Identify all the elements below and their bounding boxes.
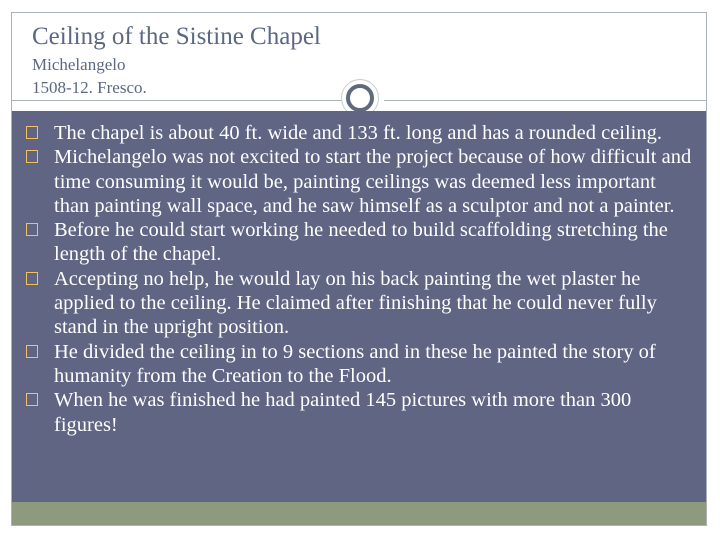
hollow-square-bullet-icon <box>26 272 38 285</box>
hollow-square-bullet-icon <box>26 393 38 406</box>
hollow-square-bullet-icon <box>26 345 38 358</box>
hollow-square-bullet-icon <box>26 223 38 236</box>
subtitle-date-medium: 1508-12. Fresco. <box>32 78 147 97</box>
bullet-text: The chapel is about 40 ft. wide and 133 ft. long and has a rounded ceiling. <box>54 122 663 144</box>
list-item <box>24 267 694 340</box>
list-item <box>24 218 694 267</box>
bullet-text: Michelangelo was not excited to start the project because of how difficult and time consuming it would be, painting ceilings was deemed less important than painting wall space, and he saw himself as a sculptor and not a painter. <box>54 146 692 217</box>
bullet-text: He divided the ceiling in to 9 sections and in these he painted the story of humanity from the Creation to the Flood. <box>54 340 656 387</box>
bullet-text: When he was finished he had painted 145 pictures with more than 300 figures! <box>54 389 632 436</box>
title-divider-left <box>12 100 341 101</box>
bullet-text: Accepting no help, he would lay on his back painting the wet plaster he applied to the ceiling. He claimed after finishing that he could never fully stand in the upright position. <box>54 267 657 339</box>
hollow-square-bullet-icon <box>26 150 38 163</box>
title-divider-right <box>384 100 706 101</box>
list-item <box>24 121 694 145</box>
hollow-square-bullet-icon <box>26 126 38 139</box>
bullet-text: Before he could start working he needed to build scaffolding stretching the length of the chapel. <box>54 219 668 266</box>
footer-bar <box>12 502 706 525</box>
bullet-list <box>24 121 694 437</box>
list-item <box>24 340 694 389</box>
subtitle-artist: Michelangelo <box>32 55 126 74</box>
list-item <box>24 388 694 437</box>
slide-title: Ceiling of the Sistine Chapel <box>32 23 321 50</box>
list-item <box>24 145 694 218</box>
